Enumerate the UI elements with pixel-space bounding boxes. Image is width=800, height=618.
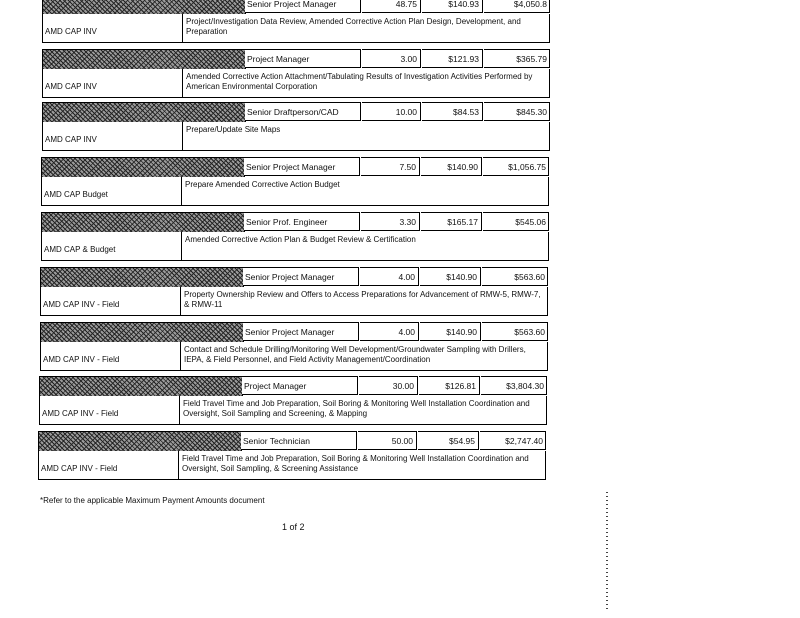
- hours: 4.00: [360, 322, 419, 341]
- footnote: *Refer to the applicable Maximum Payment Amounts document: [40, 496, 265, 505]
- amount: $563.60: [482, 267, 548, 286]
- hourly-rate: $54.95: [418, 431, 479, 450]
- job-title: Senior Prof. Engineer: [244, 212, 360, 231]
- job-title: Senior Project Manager: [243, 267, 359, 286]
- hours: 3.00: [362, 49, 421, 68]
- hourly-rate: $140.90: [421, 157, 482, 176]
- job-title: Senior Technician: [241, 431, 357, 450]
- task-description: Prepare Amended Corrective Action Budget: [181, 177, 549, 206]
- task-code: AMD CAP Budget: [41, 177, 181, 206]
- redacted-name-block: [40, 267, 244, 288]
- redacted-name-block: [41, 157, 245, 178]
- redacted-name-block: [40, 322, 244, 343]
- page-number: 1 of 2: [282, 522, 305, 532]
- job-title: Senior Project Manager: [243, 322, 359, 341]
- redacted-name-block: [42, 49, 246, 70]
- scan-artifact-line: [606, 492, 608, 610]
- hourly-rate: $140.90: [420, 322, 481, 341]
- job-title: Senior Draftperson/CAD: [245, 102, 361, 121]
- redacted-name-block: [42, 0, 246, 15]
- task-description: Field Travel Time and Job Preparation, Soil Boring & Monitoring Well Installation Coordination and Oversight, Soil Sampling and Screening, & Mapping: [179, 396, 547, 425]
- redacted-name-block: [41, 212, 245, 233]
- task-description: Prepare/Update Site Maps: [182, 122, 550, 151]
- hourly-rate: $165.17: [421, 212, 482, 231]
- task-description: Field Travel Time and Job Preparation, Soil Boring & Monitoring Well Installation Coordination and Oversight, Soil Sampling, & Screening Assistance: [178, 451, 546, 480]
- task-code: AMD CAP INV: [42, 14, 182, 43]
- hours: 7.50: [361, 157, 420, 176]
- amount: $1,056.75: [483, 157, 549, 176]
- redacted-name-block: [39, 376, 243, 397]
- hourly-rate: $126.81: [419, 376, 480, 395]
- hours: 30.00: [359, 376, 418, 395]
- job-title: Senior Project Manager: [244, 157, 360, 176]
- task-code: AMD CAP INV: [42, 122, 182, 151]
- hourly-rate: $121.93: [422, 49, 483, 68]
- task-description: Project/Investigation Data Review, Amended Corrective Action Plan Design, Development, and Preparation: [182, 14, 550, 43]
- hours: 50.00: [358, 431, 417, 450]
- job-title: Senior Project Manager: [245, 0, 361, 13]
- redacted-name-block: [42, 102, 246, 123]
- hourly-rate: $84.53: [422, 102, 483, 121]
- hourly-rate: $140.90: [420, 267, 481, 286]
- hours: 10.00: [362, 102, 421, 121]
- task-code: AMD CAP INV - Field: [38, 451, 178, 480]
- task-code: AMD CAP INV - Field: [39, 396, 179, 425]
- task-code: AMD CAP & Budget: [41, 232, 181, 261]
- hourly-rate: $140.93: [422, 0, 483, 13]
- hours: 4.00: [360, 267, 419, 286]
- amount: $545.06: [483, 212, 549, 231]
- task-description: Contact and Schedule Drilling/Monitoring Well Development/Groundwater Sampling with Drillers, IEPA, & Field Personnel, and Field Activity Management/Coordination: [180, 342, 548, 371]
- amount: $3,804.30: [481, 376, 547, 395]
- amount: $2,747.40: [480, 431, 546, 450]
- redacted-name-block: [38, 431, 242, 452]
- job-title: Project Manager: [245, 49, 361, 68]
- task-description: Amended Corrective Action Plan & Budget Review & Certification: [181, 232, 549, 261]
- task-code: AMD CAP INV - Field: [40, 342, 180, 371]
- task-description: Property Ownership Review and Offers to Access Preparations for Advancement of RMW-5, RMW-7, & RMW-11: [180, 287, 548, 316]
- hours: 48.75: [362, 0, 421, 13]
- task-code: AMD CAP INV - Field: [40, 287, 180, 316]
- hours: 3.30: [361, 212, 420, 231]
- task-description: Amended Corrective Action Attachment/Tabulating Results of Investigation Activities Performed by American Environmental Corporation: [182, 69, 550, 98]
- amount: $365.79: [484, 49, 550, 68]
- job-title: Project Manager: [242, 376, 358, 395]
- task-code: AMD CAP INV: [42, 69, 182, 98]
- amount: $563.60: [482, 322, 548, 341]
- amount: $845.30: [484, 102, 550, 121]
- amount: $4,050.8: [484, 0, 550, 13]
